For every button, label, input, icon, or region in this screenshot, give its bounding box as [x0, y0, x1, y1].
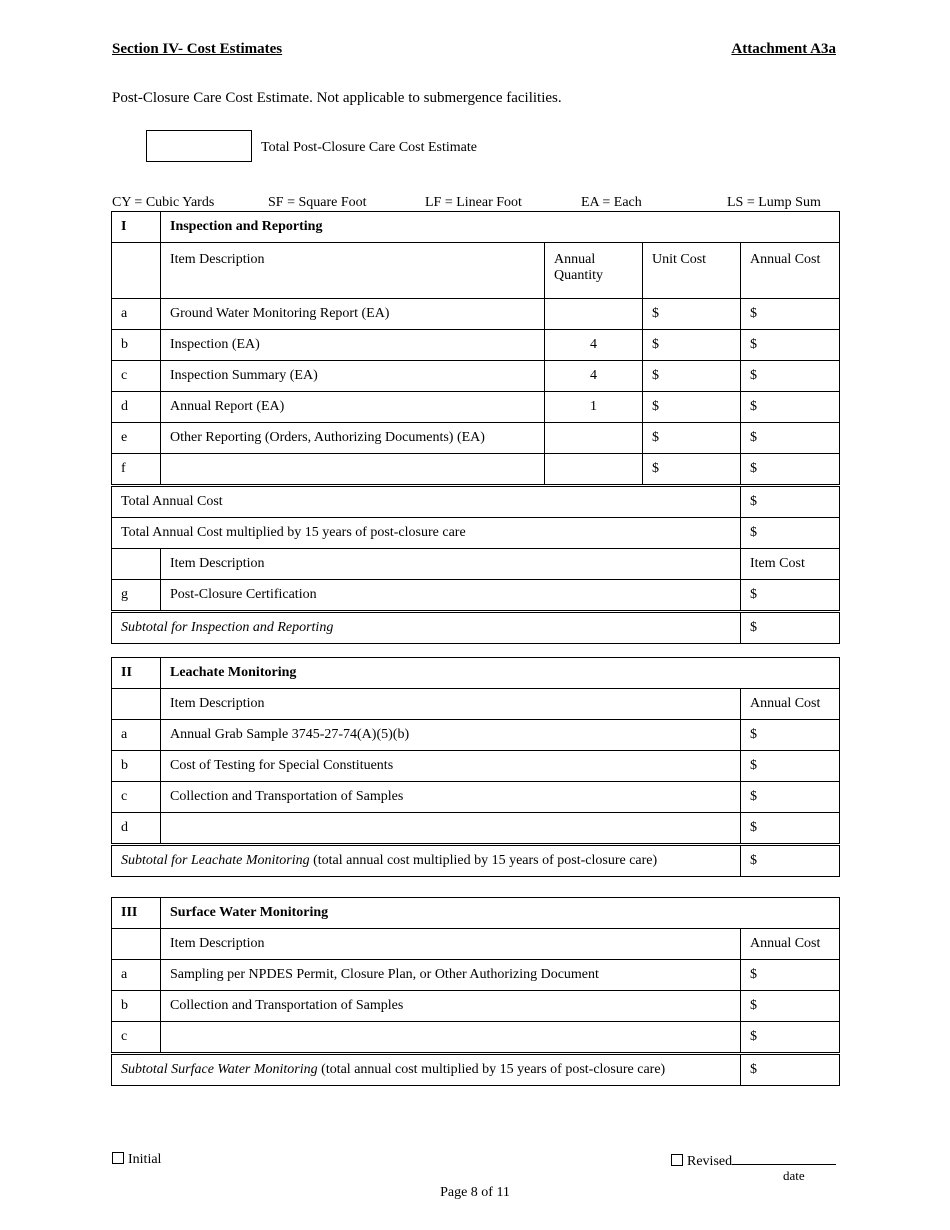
- row-description: Sampling per NPDES Permit, Closure Plan, or Other Authorizing Document: [161, 960, 741, 991]
- section-title: Section IV- Cost Estimates: [112, 41, 283, 57]
- total-annual-row: [112, 486, 840, 518]
- row-unit-cost[interactable]: $: [643, 454, 741, 486]
- section-header-row: [112, 212, 840, 243]
- subtotal-label-italic: Subtotal Surface Water Monitoring: [121, 1062, 318, 1077]
- subtotal-label-rest: (total annual cost multiplied by 15 years of post-closure care): [309, 853, 658, 868]
- row-id: c: [112, 1022, 161, 1054]
- column-header-row: [112, 243, 840, 299]
- row-id: a: [112, 960, 161, 991]
- header-unit-cost: Unit Cost: [643, 243, 741, 299]
- table-row: [112, 1022, 840, 1054]
- row-description[interactable]: [161, 813, 741, 845]
- row-quantity[interactable]: 1: [545, 392, 643, 423]
- row-description[interactable]: [161, 1022, 741, 1054]
- table-row: [112, 423, 840, 454]
- row-annual-cost[interactable]: $: [741, 751, 840, 782]
- revised-option[interactable]: [671, 1152, 836, 1170]
- subtotal-row: [112, 845, 840, 877]
- row-id: a: [112, 720, 161, 751]
- subtotal-value[interactable]: $: [741, 1054, 840, 1086]
- revised-label: Revised: [687, 1154, 733, 1169]
- abbr-cy: CY = Cubic Yards: [112, 195, 215, 210]
- row-annual-cost[interactable]: $: [741, 392, 840, 423]
- row-id: d: [112, 813, 161, 845]
- row-id: c: [112, 782, 161, 813]
- table-row: [112, 751, 840, 782]
- total-estimate-label: Total Post-Closure Care Cost Estimate: [261, 140, 477, 155]
- surface-water-monitoring-table: [111, 897, 840, 1086]
- row-description: Post-Closure Certification: [161, 580, 741, 612]
- row-quantity[interactable]: [545, 423, 643, 454]
- subtotal-label: [112, 1054, 741, 1086]
- column-header-row: [112, 929, 840, 960]
- row-unit-cost[interactable]: $: [643, 361, 741, 392]
- header-item-description: Item Description: [161, 243, 545, 299]
- row-description: Inspection (EA): [161, 330, 545, 361]
- header-annual-cost: Annual Cost: [741, 243, 840, 299]
- header-item-description: Item Description: [161, 549, 741, 580]
- header-cell: [112, 689, 161, 720]
- initial-option[interactable]: [112, 1152, 161, 1168]
- date-label: date: [783, 1168, 805, 1183]
- row-annual-cost[interactable]: $: [741, 813, 840, 845]
- subtotal-row: [112, 612, 840, 644]
- subtotal-value[interactable]: $: [741, 845, 840, 877]
- intro-text: Post-Closure Care Cost Estimate. Not applicable to submergence facilities.: [112, 90, 562, 106]
- row-id: b: [112, 330, 161, 361]
- item-header-row: [112, 549, 840, 580]
- section-header-row: [112, 898, 840, 929]
- initial-checkbox-icon[interactable]: [112, 1152, 124, 1164]
- subtotal-label: Subtotal for Inspection and Reporting: [112, 612, 741, 644]
- total-15yr-label: Total Annual Cost multiplied by 15 years of post-closure care: [112, 518, 741, 549]
- row-id: e: [112, 423, 161, 454]
- header-item-cost: Item Cost: [741, 549, 840, 580]
- table-row: [112, 720, 840, 751]
- header-annual-cost: Annual Cost: [741, 689, 840, 720]
- section-header-row: [112, 658, 840, 689]
- row-description[interactable]: [161, 454, 545, 486]
- row-annual-cost[interactable]: $: [741, 454, 840, 486]
- row-id: g: [112, 580, 161, 612]
- section-number: I: [112, 212, 161, 243]
- row-annual-cost[interactable]: $: [741, 299, 840, 330]
- row-id: a: [112, 299, 161, 330]
- table-row: [112, 813, 840, 845]
- row-description: Other Reporting (Orders, Authorizing Documents) (EA): [161, 423, 545, 454]
- row-unit-cost[interactable]: $: [643, 330, 741, 361]
- table-row: [112, 580, 840, 612]
- header-item-description: Item Description: [161, 689, 741, 720]
- row-description: Annual Report (EA): [161, 392, 545, 423]
- row-id: b: [112, 991, 161, 1022]
- row-annual-cost[interactable]: $: [741, 1022, 840, 1054]
- row-unit-cost[interactable]: $: [643, 392, 741, 423]
- abbr-ea: EA = Each: [581, 195, 642, 210]
- table-row: [112, 454, 840, 486]
- row-description: Annual Grab Sample 3745-27-74(A)(5)(b): [161, 720, 741, 751]
- row-id: b: [112, 751, 161, 782]
- row-annual-cost[interactable]: $: [741, 991, 840, 1022]
- table-row: [112, 330, 840, 361]
- section-name: Leachate Monitoring: [161, 658, 840, 689]
- header-cell: [112, 243, 161, 299]
- total-estimate-field[interactable]: [146, 130, 252, 162]
- revised-date-field[interactable]: [732, 1152, 836, 1165]
- initial-label: Initial: [128, 1152, 162, 1167]
- subtotal-value[interactable]: $: [741, 612, 840, 644]
- total-15yr-value[interactable]: $: [741, 518, 840, 549]
- abbr-sf: SF = Square Foot: [268, 195, 367, 210]
- row-annual-cost[interactable]: $: [741, 330, 840, 361]
- row-annual-cost[interactable]: $: [741, 423, 840, 454]
- row-annual-cost[interactable]: $: [741, 960, 840, 991]
- table-row: [112, 991, 840, 1022]
- section-number: II: [112, 658, 161, 689]
- row-annual-cost[interactable]: $: [741, 720, 840, 751]
- row-quantity[interactable]: [545, 454, 643, 486]
- column-header-row: [112, 689, 840, 720]
- row-id: f: [112, 454, 161, 486]
- abbr-ls: LS = Lump Sum: [727, 195, 821, 210]
- row-description: Collection and Transportation of Samples: [161, 991, 741, 1022]
- attachment-title: Attachment A3a: [731, 41, 836, 57]
- row-id: d: [112, 392, 161, 423]
- section-name: Inspection and Reporting: [161, 212, 840, 243]
- page-number: Page 8 of 11: [440, 1185, 510, 1200]
- row-unit-cost[interactable]: $: [643, 423, 741, 454]
- row-item-cost[interactable]: $: [741, 580, 840, 612]
- row-annual-cost[interactable]: $: [741, 782, 840, 813]
- row-description: Inspection Summary (EA): [161, 361, 545, 392]
- row-annual-cost[interactable]: $: [741, 361, 840, 392]
- row-description: Cost of Testing for Special Constituents: [161, 751, 741, 782]
- total-annual-value[interactable]: $: [741, 486, 840, 518]
- table-row: [112, 361, 840, 392]
- header-cell: [112, 549, 161, 580]
- subtotal-label-rest: (total annual cost multiplied by 15 years of post-closure care): [317, 1062, 666, 1077]
- header-cell: [112, 929, 161, 960]
- table-row: [112, 782, 840, 813]
- subtotal-label: [112, 845, 741, 877]
- row-unit-cost[interactable]: $: [643, 299, 741, 330]
- section-number: III: [112, 898, 161, 929]
- row-description: Collection and Transportation of Samples: [161, 782, 741, 813]
- abbr-lf: LF = Linear Foot: [425, 195, 522, 210]
- revised-checkbox-icon[interactable]: [671, 1154, 683, 1166]
- row-id: c: [112, 361, 161, 392]
- row-quantity[interactable]: 4: [545, 330, 643, 361]
- header-annual-quantity: Annual Quantity: [545, 243, 643, 299]
- subtotal-label-italic: Subtotal for Leachate Monitoring: [121, 853, 310, 868]
- row-description: Ground Water Monitoring Report (EA): [161, 299, 545, 330]
- row-quantity[interactable]: [545, 299, 643, 330]
- header-annual-cost: Annual Cost: [741, 929, 840, 960]
- total-annual-label: Total Annual Cost: [112, 486, 741, 518]
- row-quantity[interactable]: 4: [545, 361, 643, 392]
- total-15yr-row: [112, 518, 840, 549]
- inspection-reporting-table: [111, 211, 840, 644]
- table-row: [112, 299, 840, 330]
- section-name: Surface Water Monitoring: [161, 898, 840, 929]
- table-row: [112, 392, 840, 423]
- leachate-monitoring-table: [111, 657, 840, 877]
- header-item-description: Item Description: [161, 929, 741, 960]
- subtotal-row: [112, 1054, 840, 1086]
- table-row: [112, 960, 840, 991]
